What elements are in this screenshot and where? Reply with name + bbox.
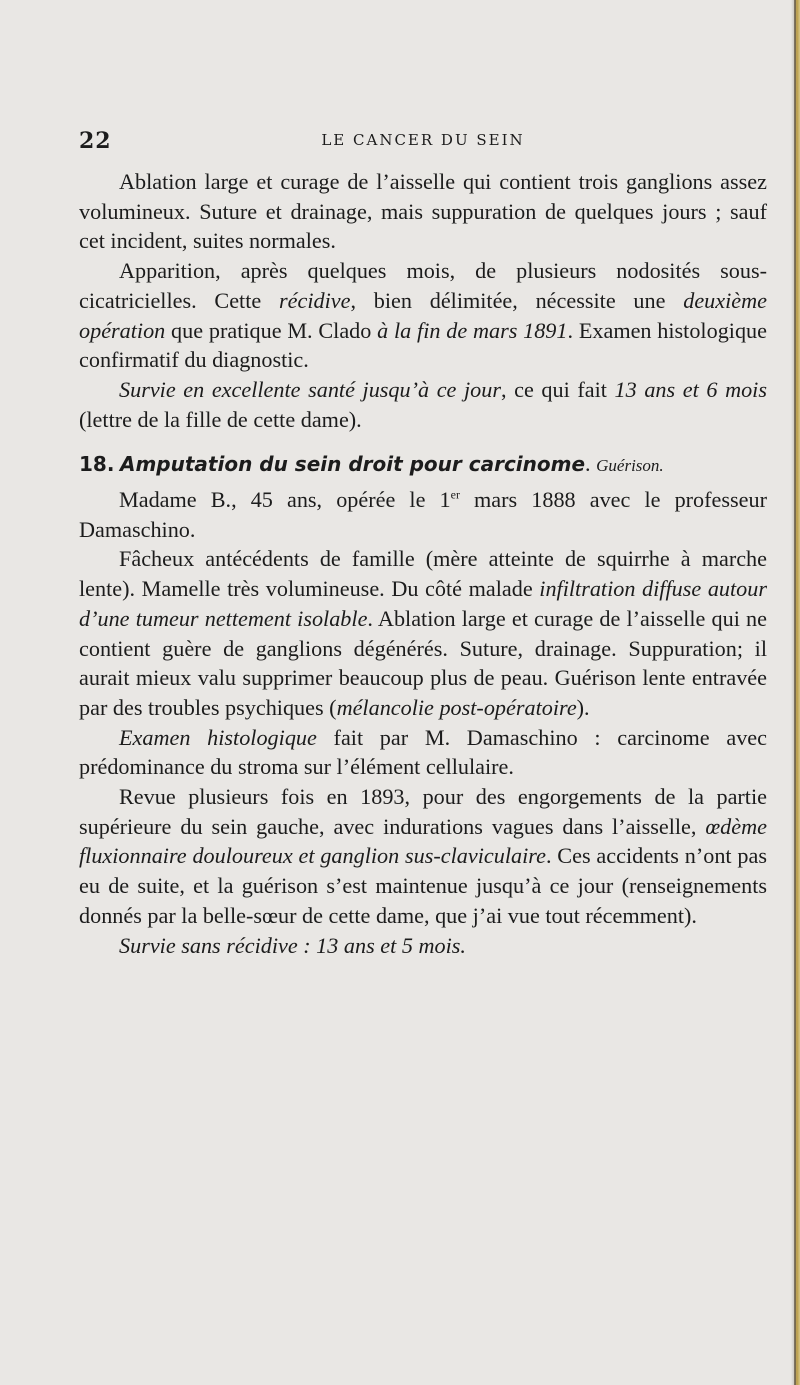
body-text — [79, 167, 767, 960]
running-title: LE CANCER DU SEIN — [321, 131, 525, 149]
page-edge-shadow — [794, 0, 796, 1385]
book-page — [79, 128, 767, 960]
case-heading: 18. Amputation du sein droit pour carcinome. Guérison. — [79, 451, 664, 477]
case-title: Amputation du sein droit pour carcinome — [119, 452, 586, 477]
paragraph: Apparition, après quelques mois, de plusieurs nodosités sous-cicatricielles. Cette récidive, bien délimitée, nécessite une deuxième opération que pratique M. Clado à la fin de mars 1891. Examen histologique confirmatif du diagnostic. — [79, 258, 768, 373]
paragraph: Survie en excellente santé jusqu’à ce jour, ce qui fait 13 ans et 6 mois (lettre de la fille de cette dame). — [79, 376, 767, 432]
page-number: 22 — [79, 128, 112, 154]
case-number: 18. — [79, 452, 115, 477]
paragraph: Survie sans récidive : 13 ans et 5 mois. — [119, 932, 466, 958]
case-result: Guérison. — [596, 456, 664, 476]
page-header — [79, 128, 767, 154]
paragraph: Revue plusieurs fois en 1893, pour des engorgements de la partie supérieure du sein gauche, avec indurations vagues dans l’aisselle, œdème fluxionnaire douloureux et ganglion sus-claviculaire. Ces accidents n’ont pas eu de suite, et la guérison s’est maintenue jusqu’à ce jour (renseignements donnés par la belle-sœur de cette dame, que j’ai vue tout récemment). — [79, 784, 767, 928]
paragraph: Madame B., 45 ans, opérée le 1er mars 1888 avec le professeur Damaschino. — [79, 487, 767, 542]
paragraph: Fâcheux antécédents de famille (mère atteinte de squirrhe à marche lente). Mamelle très volumineuse. Du côté malade infiltration diffuse autour d’une tumeur nettement isolable. Ablation large et curage de l’aisselle qui ne contient guère de ganglions dégénérés. Suture, drainage. Suppuration; il aurait mieux valu supprimer beaucoup plus de peau. Guérison lente entravée par des troubles psychiques (mélancolie post-opératoire). — [79, 546, 767, 720]
paragraph: Ablation large et curage de l’aisselle qui contient trois ganglions assez volumineux. Suture et drainage, mais suppuration de quelques jours ; sauf cet incident, suites normales. — [79, 169, 767, 254]
paragraph: Examen histologique fait par M. Damaschino : carcinome avec prédominance du stroma sur l’élément cellulaire. — [79, 724, 767, 780]
